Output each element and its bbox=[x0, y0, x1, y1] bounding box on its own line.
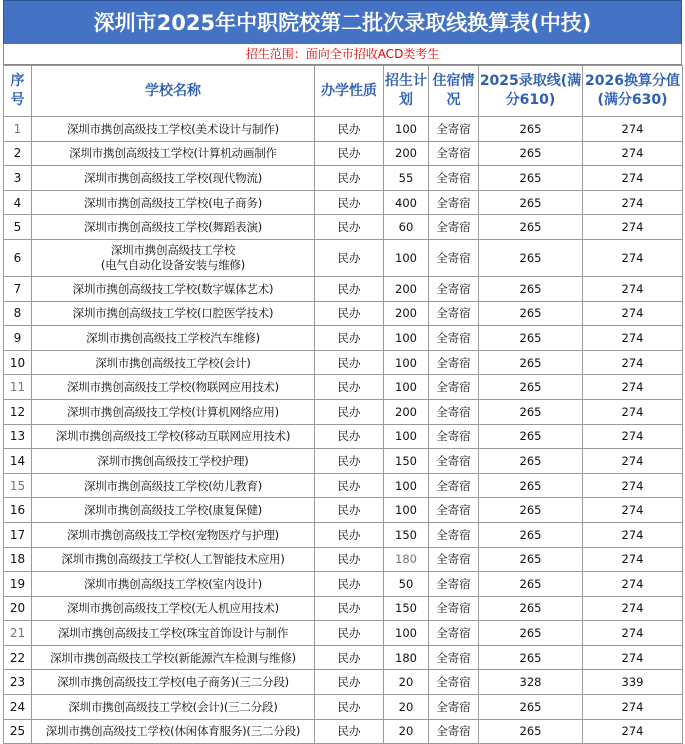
row-dorm: 全寄宿 bbox=[429, 498, 479, 523]
row-index: 5 bbox=[4, 215, 32, 240]
row-dorm: 全寄宿 bbox=[429, 190, 479, 215]
row-school-name: 深圳市携创高级技工学校(休闲体育服务)(三二分段) bbox=[32, 719, 315, 744]
row-index: 22 bbox=[4, 645, 32, 670]
row-school-name: 深圳市携创高级技工学校(电子商务) bbox=[32, 190, 315, 215]
row-school-type: 民办 bbox=[315, 719, 384, 744]
row-dorm: 全寄宿 bbox=[429, 375, 479, 400]
row-school-type: 民办 bbox=[315, 621, 384, 646]
row-school-name: 深圳市携创高级技工学校(美术设计与制作) bbox=[32, 117, 315, 142]
row-score-2026: 274 bbox=[583, 141, 683, 166]
table-row bbox=[4, 596, 683, 621]
row-score-2025: 265 bbox=[479, 326, 583, 351]
table-row bbox=[4, 301, 683, 326]
row-dorm: 全寄宿 bbox=[429, 350, 479, 375]
row-score-2025: 265 bbox=[479, 215, 583, 240]
row-score-2026: 274 bbox=[583, 424, 683, 449]
row-school-name: 深圳市携创高级技工学校(珠宝首饰设计与制作 bbox=[32, 621, 315, 646]
row-score-2025: 265 bbox=[479, 596, 583, 621]
row-school-name: 深圳市携创高级技工学校(数字媒体艺术) bbox=[32, 276, 315, 301]
row-school-type: 民办 bbox=[315, 326, 384, 351]
admission-table bbox=[3, 65, 683, 744]
row-score-2025: 265 bbox=[479, 621, 583, 646]
row-school-type: 民办 bbox=[315, 473, 384, 498]
row-score-2026: 274 bbox=[583, 498, 683, 523]
row-school-type: 民办 bbox=[315, 215, 384, 240]
row-dorm: 全寄宿 bbox=[429, 670, 479, 695]
row-enroll-plan: 100 bbox=[384, 473, 429, 498]
header-school-type: 办学性质 bbox=[315, 66, 384, 117]
row-score-2026: 274 bbox=[583, 276, 683, 301]
row-school-type: 民办 bbox=[315, 498, 384, 523]
enrollment-scope: 招生范围：面向全市招收ACD类考生 bbox=[3, 44, 682, 65]
row-score-2026: 274 bbox=[583, 166, 683, 191]
table-body bbox=[4, 117, 683, 744]
row-enroll-plan: 60 bbox=[384, 215, 429, 240]
row-dorm: 全寄宿 bbox=[429, 522, 479, 547]
header-index: 序号 bbox=[4, 66, 32, 117]
row-school-type: 民办 bbox=[315, 399, 384, 424]
row-score-2025: 265 bbox=[479, 695, 583, 720]
row-dorm: 全寄宿 bbox=[429, 621, 479, 646]
row-enroll-plan: 20 bbox=[384, 670, 429, 695]
row-index: 16 bbox=[4, 498, 32, 523]
row-enroll-plan: 100 bbox=[384, 375, 429, 400]
row-enroll-plan: 100 bbox=[384, 424, 429, 449]
row-score-2026: 274 bbox=[583, 399, 683, 424]
row-school-type: 民办 bbox=[315, 141, 384, 166]
row-enroll-plan: 180 bbox=[384, 547, 429, 572]
row-school-name: 深圳市携创高级技工学校(电子商务)(三二分段) bbox=[32, 670, 315, 695]
row-score-2026: 274 bbox=[583, 375, 683, 400]
row-index: 21 bbox=[4, 621, 32, 646]
table-row bbox=[4, 117, 683, 142]
row-enroll-plan: 150 bbox=[384, 449, 429, 474]
row-dorm: 全寄宿 bbox=[429, 141, 479, 166]
row-index: 1 bbox=[4, 117, 32, 142]
row-score-2025: 265 bbox=[479, 522, 583, 547]
row-index: 13 bbox=[4, 424, 32, 449]
row-index: 19 bbox=[4, 572, 32, 597]
row-dorm: 全寄宿 bbox=[429, 239, 479, 276]
row-score-2026: 274 bbox=[583, 350, 683, 375]
row-school-name: 深圳市携创高级技工学校(计算机网络应用) bbox=[32, 399, 315, 424]
row-score-2025: 265 bbox=[479, 190, 583, 215]
row-school-name: 深圳市携创高级技工学校(口腔医学技术) bbox=[32, 301, 315, 326]
row-enroll-plan: 100 bbox=[384, 239, 429, 276]
row-index: 14 bbox=[4, 449, 32, 474]
row-dorm: 全寄宿 bbox=[429, 719, 479, 744]
table-row bbox=[4, 547, 683, 572]
row-enroll-plan: 100 bbox=[384, 117, 429, 142]
row-school-type: 民办 bbox=[315, 424, 384, 449]
row-dorm: 全寄宿 bbox=[429, 399, 479, 424]
row-score-2025: 265 bbox=[479, 239, 583, 276]
row-index: 8 bbox=[4, 301, 32, 326]
row-enroll-plan: 100 bbox=[384, 498, 429, 523]
row-school-name: 深圳市携创高级技工学校护理) bbox=[32, 449, 315, 474]
table-row bbox=[4, 424, 683, 449]
row-index: 17 bbox=[4, 522, 32, 547]
row-score-2025: 265 bbox=[479, 399, 583, 424]
row-dorm: 全寄宿 bbox=[429, 215, 479, 240]
table-row bbox=[4, 350, 683, 375]
row-index: 6 bbox=[4, 239, 32, 276]
row-score-2025: 265 bbox=[479, 141, 583, 166]
row-score-2026: 274 bbox=[583, 719, 683, 744]
row-score-2026: 274 bbox=[583, 596, 683, 621]
row-enroll-plan: 20 bbox=[384, 695, 429, 720]
table-row bbox=[4, 498, 683, 523]
row-dorm: 全寄宿 bbox=[429, 695, 479, 720]
row-school-type: 民办 bbox=[315, 572, 384, 597]
row-score-2025: 265 bbox=[479, 645, 583, 670]
row-score-2025: 265 bbox=[479, 719, 583, 744]
row-score-2025: 265 bbox=[479, 301, 583, 326]
row-enroll-plan: 55 bbox=[384, 166, 429, 191]
table-row bbox=[4, 645, 683, 670]
row-score-2026: 274 bbox=[583, 572, 683, 597]
table-row bbox=[4, 276, 683, 301]
row-score-2026: 274 bbox=[583, 621, 683, 646]
row-dorm: 全寄宿 bbox=[429, 301, 479, 326]
row-index: 2 bbox=[4, 141, 32, 166]
row-school-type: 民办 bbox=[315, 670, 384, 695]
row-school-type: 民办 bbox=[315, 645, 384, 670]
row-enroll-plan: 200 bbox=[384, 141, 429, 166]
table-row bbox=[4, 522, 683, 547]
row-school-type: 民办 bbox=[315, 301, 384, 326]
row-score-2025: 265 bbox=[479, 449, 583, 474]
row-dorm: 全寄宿 bbox=[429, 117, 479, 142]
row-score-2025: 265 bbox=[479, 375, 583, 400]
table-row bbox=[4, 375, 683, 400]
row-school-name: 深圳市携创高级技工学校(室内设计) bbox=[32, 572, 315, 597]
row-score-2025: 265 bbox=[479, 166, 583, 191]
table-header-row bbox=[4, 66, 683, 117]
row-school-type: 民办 bbox=[315, 375, 384, 400]
row-index: 23 bbox=[4, 670, 32, 695]
row-score-2025: 265 bbox=[479, 276, 583, 301]
row-enroll-plan: 200 bbox=[384, 399, 429, 424]
page-title: 深圳市2025年中职院校第二批次录取线换算表(中技) bbox=[3, 0, 682, 44]
row-score-2026: 274 bbox=[583, 645, 683, 670]
row-enroll-plan: 20 bbox=[384, 719, 429, 744]
row-school-type: 民办 bbox=[315, 166, 384, 191]
row-index: 12 bbox=[4, 399, 32, 424]
row-index: 20 bbox=[4, 596, 32, 621]
row-index: 25 bbox=[4, 719, 32, 744]
row-score-2026: 339 bbox=[583, 670, 683, 695]
row-dorm: 全寄宿 bbox=[429, 326, 479, 351]
row-school-name-line1: 深圳市携创高级技工学校 bbox=[110, 242, 236, 257]
table-row bbox=[4, 621, 683, 646]
table-row bbox=[4, 719, 683, 744]
row-score-2025: 265 bbox=[479, 350, 583, 375]
row-score-2026: 274 bbox=[583, 190, 683, 215]
row-score-2026: 274 bbox=[583, 301, 683, 326]
row-enroll-plan: 150 bbox=[384, 522, 429, 547]
row-enroll-plan: 150 bbox=[384, 596, 429, 621]
row-school-name: 深圳市携创高级技工学校(宠物医疗与护理) bbox=[32, 522, 315, 547]
table-row bbox=[4, 215, 683, 240]
row-index: 4 bbox=[4, 190, 32, 215]
row-school-type: 民办 bbox=[315, 449, 384, 474]
row-score-2026: 274 bbox=[583, 695, 683, 720]
row-score-2026: 274 bbox=[583, 215, 683, 240]
row-dorm: 全寄宿 bbox=[429, 424, 479, 449]
row-school-type: 民办 bbox=[315, 596, 384, 621]
row-score-2025: 265 bbox=[479, 498, 583, 523]
table-row bbox=[4, 326, 683, 351]
row-score-2026: 274 bbox=[583, 449, 683, 474]
row-enroll-plan: 200 bbox=[384, 276, 429, 301]
row-enroll-plan: 100 bbox=[384, 350, 429, 375]
row-index: 7 bbox=[4, 276, 32, 301]
row-school-name: 深圳市携创高级技工学校(人工智能技术应用) bbox=[32, 547, 315, 572]
table-row bbox=[4, 572, 683, 597]
row-school-name: 深圳市携创高级技工学校(舞蹈表演) bbox=[32, 215, 315, 240]
row-score-2026: 274 bbox=[583, 326, 683, 351]
row-school-name: 深圳市携创高级技工学校(现代物流) bbox=[32, 166, 315, 191]
row-school-name: 深圳市携创高级技工学校(幼儿教育) bbox=[32, 473, 315, 498]
row-enroll-plan: 100 bbox=[384, 621, 429, 646]
row-index: 18 bbox=[4, 547, 32, 572]
row-dorm: 全寄宿 bbox=[429, 166, 479, 191]
row-school-name bbox=[32, 239, 315, 276]
row-school-name: 深圳市携创高级技工学校(会计)(三二分段) bbox=[32, 695, 315, 720]
row-dorm: 全寄宿 bbox=[429, 449, 479, 474]
row-school-type: 民办 bbox=[315, 239, 384, 276]
header-score-2026: 2026换算分值(满分630) bbox=[583, 66, 683, 117]
row-score-2026: 274 bbox=[583, 473, 683, 498]
row-index: 10 bbox=[4, 350, 32, 375]
row-school-type: 民办 bbox=[315, 117, 384, 142]
row-school-type: 民办 bbox=[315, 547, 384, 572]
row-enroll-plan: 180 bbox=[384, 645, 429, 670]
row-school-name: 深圳市携创高级技工学校(会计) bbox=[32, 350, 315, 375]
header-school-name: 学校名称 bbox=[32, 66, 315, 117]
admission-table-sheet bbox=[3, 0, 682, 744]
row-school-type: 民办 bbox=[315, 276, 384, 301]
row-school-name: 深圳市携创高级技工学校汽车维修) bbox=[32, 326, 315, 351]
table-row bbox=[4, 239, 683, 276]
table-row bbox=[4, 399, 683, 424]
row-school-type: 民办 bbox=[315, 350, 384, 375]
table-row bbox=[4, 141, 683, 166]
row-school-name-line2: (电气自动化设备安装与维修) bbox=[100, 257, 246, 272]
row-dorm: 全寄宿 bbox=[429, 473, 479, 498]
row-score-2025: 265 bbox=[479, 473, 583, 498]
row-enroll-plan: 100 bbox=[384, 326, 429, 351]
row-score-2026: 274 bbox=[583, 547, 683, 572]
row-score-2025: 265 bbox=[479, 117, 583, 142]
row-enroll-plan: 400 bbox=[384, 190, 429, 215]
row-enroll-plan: 200 bbox=[384, 301, 429, 326]
row-index: 9 bbox=[4, 326, 32, 351]
row-score-2025: 328 bbox=[479, 670, 583, 695]
row-school-name: 深圳市携创高级技工学校(物联网应用技术) bbox=[32, 375, 315, 400]
row-score-2026: 274 bbox=[583, 239, 683, 276]
table-row bbox=[4, 473, 683, 498]
header-enroll-plan: 招生计划 bbox=[384, 66, 429, 117]
table-row bbox=[4, 166, 683, 191]
row-index: 3 bbox=[4, 166, 32, 191]
row-index: 11 bbox=[4, 375, 32, 400]
row-dorm: 全寄宿 bbox=[429, 547, 479, 572]
row-school-name: 深圳市携创高级技工学校(计算机动画制作 bbox=[32, 141, 315, 166]
row-score-2026: 274 bbox=[583, 522, 683, 547]
row-school-type: 民办 bbox=[315, 522, 384, 547]
table-row bbox=[4, 190, 683, 215]
row-school-name: 深圳市携创高级技工学校(康复保健) bbox=[32, 498, 315, 523]
header-dorm: 住宿情况 bbox=[429, 66, 479, 117]
row-index: 24 bbox=[4, 695, 32, 720]
row-score-2025: 265 bbox=[479, 572, 583, 597]
row-dorm: 全寄宿 bbox=[429, 276, 479, 301]
row-school-type: 民办 bbox=[315, 190, 384, 215]
row-school-name: 深圳市携创高级技工学校(无人机应用技术) bbox=[32, 596, 315, 621]
table-row bbox=[4, 449, 683, 474]
table-row bbox=[4, 695, 683, 720]
row-score-2025: 265 bbox=[479, 547, 583, 572]
row-score-2025: 265 bbox=[479, 424, 583, 449]
row-dorm: 全寄宿 bbox=[429, 596, 479, 621]
row-dorm: 全寄宿 bbox=[429, 645, 479, 670]
row-score-2026: 274 bbox=[583, 117, 683, 142]
header-score-2025: 2025录取线(满分610) bbox=[479, 66, 583, 117]
row-index: 15 bbox=[4, 473, 32, 498]
row-school-name: 深圳市携创高级技工学校(新能源汽车检测与维修) bbox=[32, 645, 315, 670]
row-dorm: 全寄宿 bbox=[429, 572, 479, 597]
table-row bbox=[4, 670, 683, 695]
row-school-type: 民办 bbox=[315, 695, 384, 720]
row-school-name: 深圳市携创高级技工学校(移动互联网应用技术) bbox=[32, 424, 315, 449]
row-enroll-plan: 50 bbox=[384, 572, 429, 597]
